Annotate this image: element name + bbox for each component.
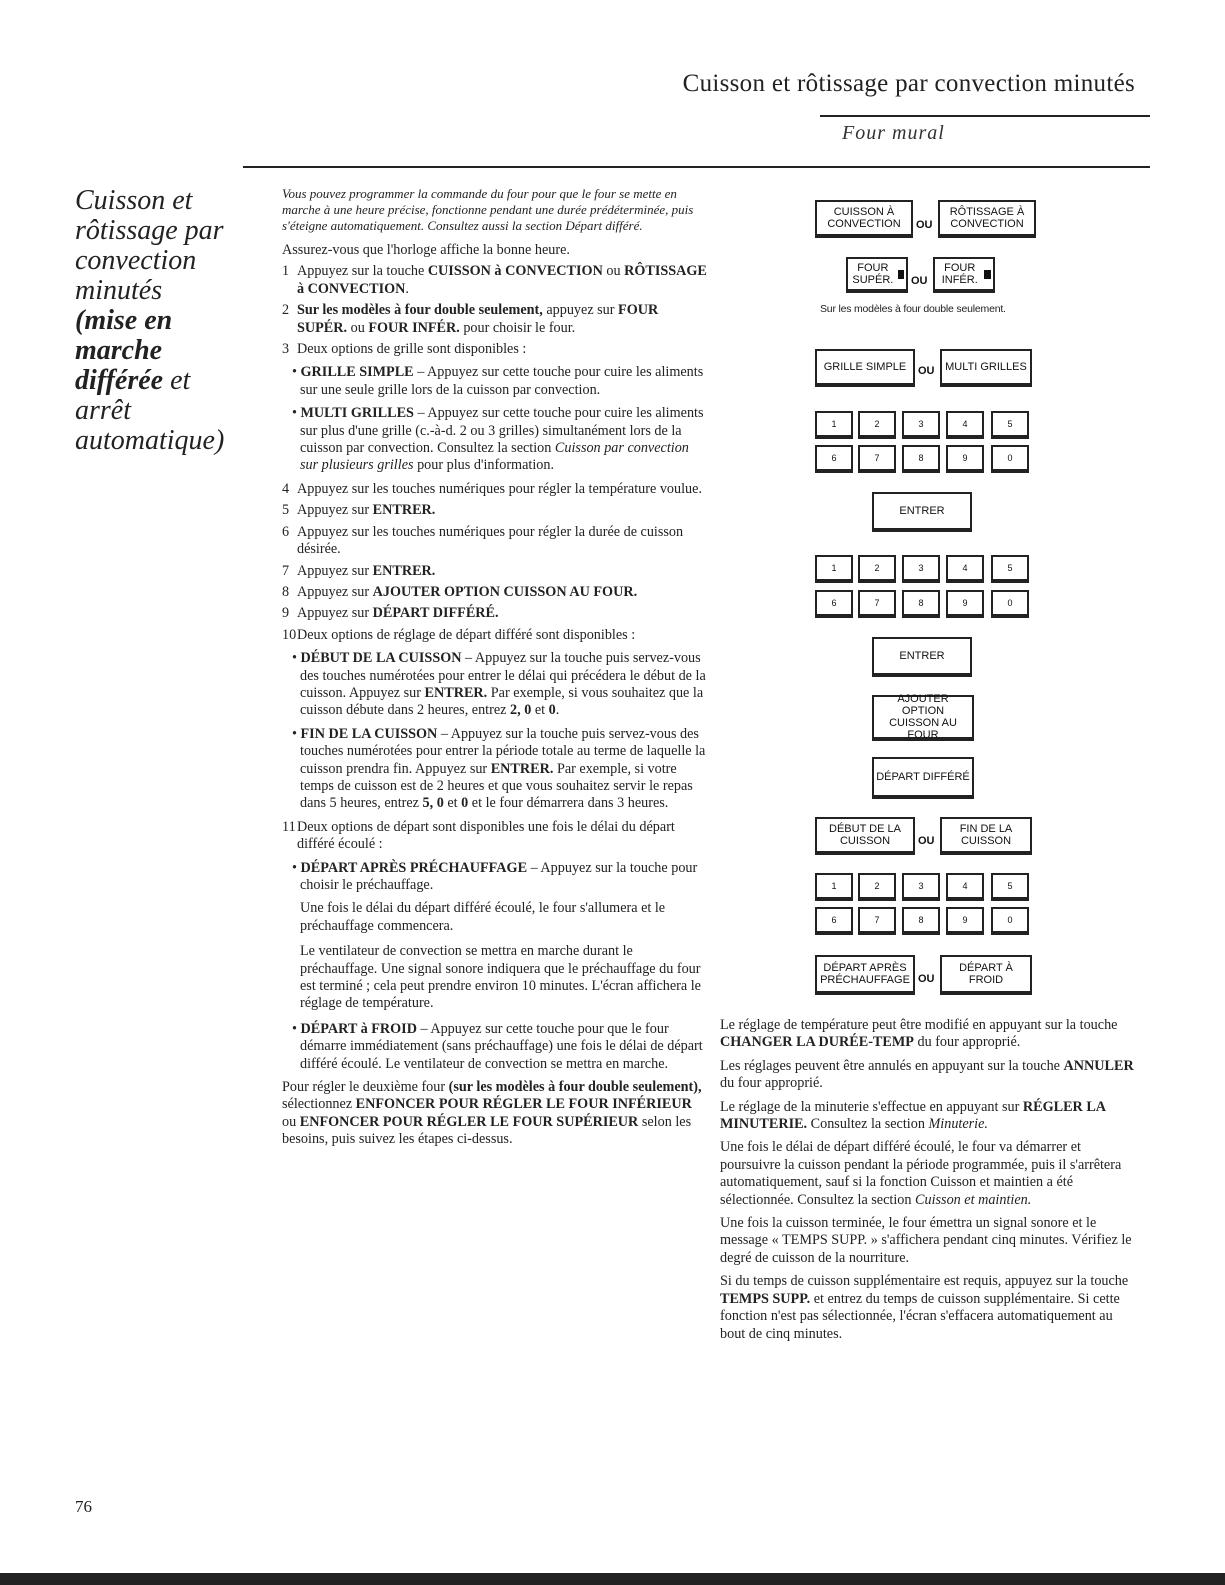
text: pour choisir le four. bbox=[459, 319, 576, 336]
digit-7-key[interactable]: 7 bbox=[858, 590, 896, 618]
text: et entrez du temps de cuisson supplémentaire. Si cette fonction n'est pas sélectionnée, l'écran s'effacera automatiquement au bout de cinq minutes. bbox=[720, 1290, 1120, 1342]
double-oven-note: Sur les modèles à four double seulement. bbox=[820, 303, 1006, 315]
key-name: ENTRER. bbox=[372, 562, 436, 579]
text: Les réglages peuvent être annulés en appuyant sur la touche bbox=[720, 1057, 1064, 1074]
text: Appuyez sur la touche bbox=[297, 263, 428, 280]
text: Consultez la section bbox=[807, 1116, 929, 1133]
digit-2-key[interactable]: 2 bbox=[858, 873, 896, 901]
bullet-debut-cuisson: • DÉBUT DE LA CUISSON – Appuyez sur la touche puis servez-vous des touches numérotées pour entrer le délai qui précédera le début de la cuisson. Appuyez sur ENTRER. Par exemple, si vous souhaitez que la cuisson débute dans 2 heures, entrez 2, 0 et 0. bbox=[292, 650, 706, 719]
digit-4-key[interactable]: 4 bbox=[946, 555, 984, 583]
key-name: GRILLE SIMPLE bbox=[300, 364, 414, 381]
upper-oven-label: FOUR SUPÉR. bbox=[852, 262, 894, 286]
step-text bbox=[297, 263, 707, 298]
digit-9-key[interactable]: 9 bbox=[946, 907, 984, 935]
key-name: ENTRER. bbox=[372, 502, 436, 519]
text: Appuyez sur bbox=[297, 502, 373, 519]
bullet-fin-cuisson: • FIN DE LA CUISSON – Appuyez sur la touche puis servez-vous des touches numérotées pour entrer la période totale au terme de laquelle la cuisson prendra fin. Appuyez sur ENTRER. Par exemple, si votre temps de cuisson est de 2 heures et que vous souhaitez servir le repas dans 5 heures, entrez 5, 0 et 0 et le four démarrera dans 3 heures. bbox=[292, 725, 706, 812]
notes-column bbox=[720, 1017, 1135, 1349]
key-name: ENTRER. bbox=[424, 684, 488, 701]
heading-line: arrêt bbox=[75, 395, 131, 426]
text: Si du temps de cuisson supplémentaire est requis, appuyez sur la touche bbox=[720, 1273, 1129, 1290]
heading-word: différée bbox=[75, 365, 164, 396]
step-text: Deux options de réglage de départ différé sont disponibles : bbox=[297, 626, 636, 643]
key-name: ANNULER bbox=[1063, 1057, 1134, 1074]
emphasis: (sur les modèles à four double seulement), bbox=[448, 1079, 702, 1096]
intro-section-ref: Départ différé bbox=[565, 218, 640, 233]
digit-1-key[interactable]: 1 bbox=[815, 411, 853, 439]
section-ref: Cuisson et maintien. bbox=[915, 1191, 1032, 1208]
key-name: RÔTISSAGE à CONVECTION bbox=[297, 263, 707, 297]
step-number: 5 bbox=[282, 502, 290, 519]
step-text bbox=[297, 302, 707, 337]
text: appuyez sur bbox=[542, 302, 619, 319]
step-11 bbox=[282, 819, 707, 854]
text: du four approprié. bbox=[720, 1075, 823, 1092]
digit-6-key[interactable]: 6 bbox=[815, 590, 853, 618]
step-6 bbox=[282, 524, 707, 559]
bullet-depart-apres: • DÉPART APRÈS PRÉCHAUFFAGE – Appuyez sur la touche pour choisir le préchauffage. bbox=[292, 859, 698, 893]
key-name: ENTRER. bbox=[490, 760, 554, 777]
step-text: Appuyez sur les touches numériques pour régler la durée de cuisson désirée. bbox=[297, 523, 684, 558]
key-name: FOUR INFÉR. bbox=[368, 319, 460, 336]
text: – Appuyez sur la touche puis servez-vous des touches numérotées pour entrer le délai qui précédera le début de la cuisson. Appuyez sur bbox=[300, 650, 706, 701]
digit-4-key[interactable]: 4 bbox=[946, 411, 984, 439]
step-1 bbox=[282, 263, 707, 298]
or-label: OU bbox=[916, 219, 933, 231]
heading-line: automatique) bbox=[75, 425, 225, 456]
key-name: AJOUTER OPTION CUISSON AU FOUR. bbox=[372, 583, 638, 600]
emphasis: Sur les modèles à four double seulement, bbox=[297, 302, 543, 319]
heading-line: Cuisson et bbox=[75, 185, 193, 216]
step-text bbox=[297, 502, 707, 519]
step-text: Deux options de départ sont disponibles une fois le délai du départ différé écoulé : bbox=[297, 818, 675, 853]
fan-note: Le ventilateur de convection se mettra en marche durant le préchauffage. Une signal sonore indiquera que le préchauffage du four est terminé ; cela peut prendre environ 10 minutes. L'écran affichera le réglage de température. bbox=[300, 943, 701, 1012]
single-rack-key[interactable]: GRILLE SIMPLE bbox=[815, 349, 915, 387]
intro-paragraph bbox=[282, 186, 707, 234]
digit-6-key[interactable]: 6 bbox=[815, 445, 853, 473]
page-header-subtitle: Four mural bbox=[842, 122, 945, 144]
heading-line bbox=[75, 366, 245, 396]
key-name: DÉPART à FROID bbox=[300, 1020, 417, 1037]
step-number: 11 bbox=[282, 818, 296, 835]
temp-change-note bbox=[720, 1017, 1135, 1052]
key-name: DÉPART DIFFÉRÉ. bbox=[372, 605, 499, 622]
intro-text: Vous pouvez programmer la commande du four pour que le four se mette en marche à une heure précise, fonctionne pendant une durée prédéterminée, puis s'éteigne automatiquement. Consultez aussi la section bbox=[282, 186, 694, 233]
value: 5, 0 bbox=[422, 795, 444, 812]
text: et bbox=[531, 702, 549, 719]
key-name: TEMPS SUPP. bbox=[720, 1290, 811, 1307]
instructions-column bbox=[282, 186, 707, 1153]
text: du four approprié. bbox=[913, 1034, 1021, 1051]
text: Appuyez sur bbox=[297, 583, 373, 600]
step-number: 3 bbox=[282, 341, 290, 358]
delay-start-key[interactable]: DÉPART DIFFÉRÉ bbox=[872, 757, 974, 799]
step-text: Deux options de grille sont disponibles : bbox=[297, 341, 527, 358]
key-name: DÉPART APRÈS PRÉCHAUFFAGE bbox=[300, 859, 528, 876]
key-name: RÉGLER LA MINUTERIE. bbox=[720, 1098, 1106, 1133]
text: – Appuyez sur la touche puis servez-vous des touches numérotées pour entrer la période totale au terme de laquelle la cuisson prendra fin. Appuyez sur bbox=[300, 725, 706, 777]
end-time-key[interactable]: FIN DE LA CUISSON bbox=[940, 817, 1032, 855]
heading-word: et bbox=[163, 365, 191, 396]
text: – Appuyez sur cette touche pour que le four démarre immédiatement (sans préchauffage) une fois le délai de départ différé écoulé. Le ventilateur de convection se mettra en marche. bbox=[300, 1020, 703, 1072]
digit-4-key[interactable]: 4 bbox=[946, 873, 984, 901]
section-rule bbox=[243, 166, 1150, 168]
extra-time-note bbox=[720, 1273, 1135, 1343]
step-number: 7 bbox=[282, 562, 290, 579]
lower-oven-label: FOUR INFÉR. bbox=[941, 262, 978, 286]
intro-end: . bbox=[639, 218, 643, 233]
digit-5-key[interactable]: 5 bbox=[991, 411, 1029, 439]
digit-6-key[interactable]: 6 bbox=[815, 907, 853, 935]
digit-9-key[interactable]: 9 bbox=[946, 445, 984, 473]
step-5 bbox=[282, 502, 707, 519]
bullet-grille-simple: • GRILLE SIMPLE – Appuyez sur cette touche pour cuire les aliments sur une seule grille lors de la cuisson par convection. bbox=[292, 364, 704, 398]
text: Le réglage de la minuterie s'effectue en appuyant sur bbox=[720, 1098, 1023, 1115]
heading-line: (mise en bbox=[75, 305, 173, 336]
text: Appuyez sur bbox=[297, 605, 373, 622]
cold-start-key[interactable]: DÉPART À FROID bbox=[940, 955, 1032, 995]
digit-5-key[interactable]: 5 bbox=[991, 555, 1029, 583]
add-cook-option-key[interactable]: AJOUTER OPTION CUISSON AU FOUR bbox=[872, 695, 974, 741]
digit-1-key[interactable]: 1 bbox=[815, 555, 853, 583]
key-name: FOUR SUPÉR. bbox=[297, 302, 659, 336]
digit-7-key[interactable]: 7 bbox=[858, 445, 896, 473]
text: ou bbox=[602, 263, 625, 280]
section-heading bbox=[75, 186, 245, 456]
heading-line: marche bbox=[75, 335, 163, 366]
text: . bbox=[405, 280, 409, 297]
heading-line: rôtissage par bbox=[75, 215, 224, 246]
text: Le réglage de température peut être modifié en appuyant sur la touche bbox=[720, 1017, 1118, 1033]
preheat-note: Une fois le délai du départ différé écoulé, le four s'allumera et le préchauffage commencera. bbox=[300, 900, 666, 934]
key-name: CUISSON à CONVECTION bbox=[427, 263, 603, 280]
digit-8-key[interactable]: 8 bbox=[902, 445, 940, 473]
step-number: 1 bbox=[282, 263, 290, 280]
or-label: OU bbox=[918, 835, 935, 847]
step-3 bbox=[282, 341, 707, 358]
second-oven-note bbox=[282, 1079, 707, 1149]
text: sélectionnez bbox=[282, 1096, 356, 1113]
value: 2, 0 bbox=[510, 702, 532, 719]
heading-line: minutés bbox=[75, 275, 163, 306]
timer-note bbox=[720, 1099, 1135, 1134]
value: 0 bbox=[548, 702, 556, 719]
digit-1-key[interactable]: 1 bbox=[815, 873, 853, 901]
text: Par exemple, si vous souhaitez que la cuisson débute dans 2 heures, entrez bbox=[300, 684, 704, 719]
step-text bbox=[297, 605, 707, 622]
digit-3-key[interactable]: 3 bbox=[902, 411, 940, 439]
step-number: 10 bbox=[282, 626, 297, 643]
or-label: OU bbox=[918, 973, 935, 985]
or-label: OU bbox=[911, 275, 928, 287]
upper-oven-key[interactable] bbox=[846, 257, 908, 293]
digit-0-key[interactable]: 0 bbox=[991, 907, 1029, 935]
key-name: ENFONCER POUR RÉGLER LE FOUR SUPÉRIEUR bbox=[299, 1113, 639, 1130]
value: 0 bbox=[461, 795, 469, 812]
digit-2-key[interactable]: 2 bbox=[858, 411, 896, 439]
text: Appuyez sur bbox=[297, 562, 373, 579]
bottom-bar bbox=[0, 1573, 1225, 1585]
page-header-title: Cuisson et rôtissage par convection minutés bbox=[682, 70, 1135, 97]
step-10 bbox=[282, 627, 707, 644]
multi-rack-key[interactable]: MULTI GRILLES bbox=[940, 349, 1032, 387]
step-number: 4 bbox=[282, 480, 290, 497]
enter-key[interactable]: ENTRER bbox=[872, 492, 972, 532]
start-time-key[interactable]: DÉBUT DE LA CUISSON bbox=[815, 817, 915, 855]
section-ref: Minuterie. bbox=[928, 1116, 988, 1133]
text: ou bbox=[347, 319, 369, 336]
lower-oven-key[interactable] bbox=[933, 257, 995, 293]
digit-7-key[interactable]: 7 bbox=[858, 907, 896, 935]
digit-8-key[interactable]: 8 bbox=[902, 590, 940, 618]
text: selon les besoins, puis suivez les étapes ci-dessus. bbox=[282, 1113, 692, 1148]
step-text bbox=[297, 584, 707, 601]
delay-end-note bbox=[720, 1139, 1135, 1209]
digit-2-key[interactable]: 2 bbox=[858, 555, 896, 583]
enter-key[interactable]: ENTRER bbox=[872, 637, 972, 677]
text: Par exemple, si votre temps de cuisson est de 2 heures et que vous souhaitez servir le repas dans 5 heures, entrez bbox=[300, 760, 693, 812]
key-name: FIN DE LA CUISSON bbox=[300, 725, 438, 742]
keypad-diagram bbox=[810, 195, 1040, 1005]
digit-9-key[interactable]: 9 bbox=[946, 590, 984, 618]
digit-3-key[interactable]: 3 bbox=[902, 873, 940, 901]
key-name: DÉBUT DE LA CUISSON bbox=[300, 650, 462, 667]
digit-8-key[interactable]: 8 bbox=[902, 907, 940, 935]
bullet-multi-grilles: • MULTI GRILLES – Appuyez sur cette touche pour cuire les aliments sur plus d'une grille (c.-à-d. 2 ou 3 grilles) simultanément lors de la cuisson par convection. Consultez la section Cuisson par convection sur plusieurs grilles pour plus d'information. bbox=[292, 405, 704, 474]
key-name: ENFONCER POUR RÉGLER LE FOUR INFÉRIEUR bbox=[355, 1096, 692, 1113]
key-name: CHANGER LA DURÉE-TEMP bbox=[720, 1034, 914, 1051]
digit-3-key[interactable]: 3 bbox=[902, 555, 940, 583]
text: – Appuyez sur la touche pour choisir le préchauffage. bbox=[300, 859, 698, 893]
step-text: Appuyez sur les touches numériques pour régler la température voulue. bbox=[297, 480, 702, 497]
section-ref: Cuisson par convection sur plusieurs grilles bbox=[300, 440, 689, 474]
bullet-depart-froid: • DÉPART à FROID – Appuyez sur cette touche pour que le four démarre immédiatement (sans préchauffage) une fois le délai de départ différé écoulé. Le ventilateur de convection se mettra en marche. bbox=[292, 1020, 703, 1072]
done-note: Une fois la cuisson terminée, le four émettra un signal sonore et le message « TEMPS SUPP. » s'affichera pendant cinq minutes. Vérifiez le degré de cuisson de la nourriture. bbox=[720, 1215, 1132, 1266]
step-7 bbox=[282, 563, 707, 580]
text: pour plus d'information. bbox=[413, 457, 554, 474]
heading-line: convection bbox=[75, 245, 197, 276]
step-number: 2 bbox=[282, 302, 290, 319]
text: – Appuyez sur cette touche pour cuire les aliments sur plus d'une grille (c.-à-d. 2 ou 3 grilles) simultanément lors de la cuisson par convection. Consultez la section bbox=[300, 405, 704, 457]
step-2 bbox=[282, 302, 707, 337]
step-number: 8 bbox=[282, 583, 290, 600]
header-rule bbox=[820, 115, 1150, 117]
convection-bake-key[interactable]: CUISSON À CONVECTION bbox=[815, 200, 913, 238]
or-label: OU bbox=[918, 365, 935, 377]
step-8 bbox=[282, 584, 707, 601]
text: Une fois le délai de départ différé écoulé, le four va démarrer et poursuivre la cuisson pendant la période programmée, puis il s'arrêtera automatiquement, sauf si la fonction Cuisson et maintien a été sélectionnée. Consultez la section bbox=[720, 1139, 1122, 1208]
cancel-note bbox=[720, 1058, 1135, 1093]
text: – Appuyez sur cette touche pour cuire les aliments sur une seule grille lors de la cuisson par convection. bbox=[300, 364, 704, 398]
digit-5-key[interactable]: 5 bbox=[991, 873, 1029, 901]
text: ou bbox=[282, 1113, 300, 1130]
convection-roast-key[interactable]: RÔTISSAGE À CONVECTION bbox=[938, 200, 1036, 238]
step-number: 9 bbox=[282, 605, 290, 622]
digit-0-key[interactable]: 0 bbox=[991, 590, 1029, 618]
digit-0-key[interactable]: 0 bbox=[991, 445, 1029, 473]
text: et le four démarrera dans 3 heures. bbox=[468, 795, 669, 812]
clock-note: Assurez-vous que l'horloge affiche la bonne heure. bbox=[282, 242, 570, 258]
step-4 bbox=[282, 481, 707, 498]
start-after-preheat-key[interactable]: DÉPART APRÈS PRÉCHAUFFAGE bbox=[815, 955, 915, 995]
lower-oven-icon bbox=[984, 270, 991, 279]
upper-oven-icon bbox=[898, 270, 904, 279]
step-9 bbox=[282, 605, 707, 622]
step-text bbox=[297, 563, 707, 580]
text: Pour régler le deuxième four bbox=[282, 1079, 449, 1096]
step-number: 6 bbox=[282, 523, 290, 540]
text: . bbox=[555, 702, 560, 719]
key-name: MULTI GRILLES bbox=[300, 405, 414, 422]
text: et bbox=[443, 795, 462, 812]
page-number: 76 bbox=[75, 1497, 92, 1516]
